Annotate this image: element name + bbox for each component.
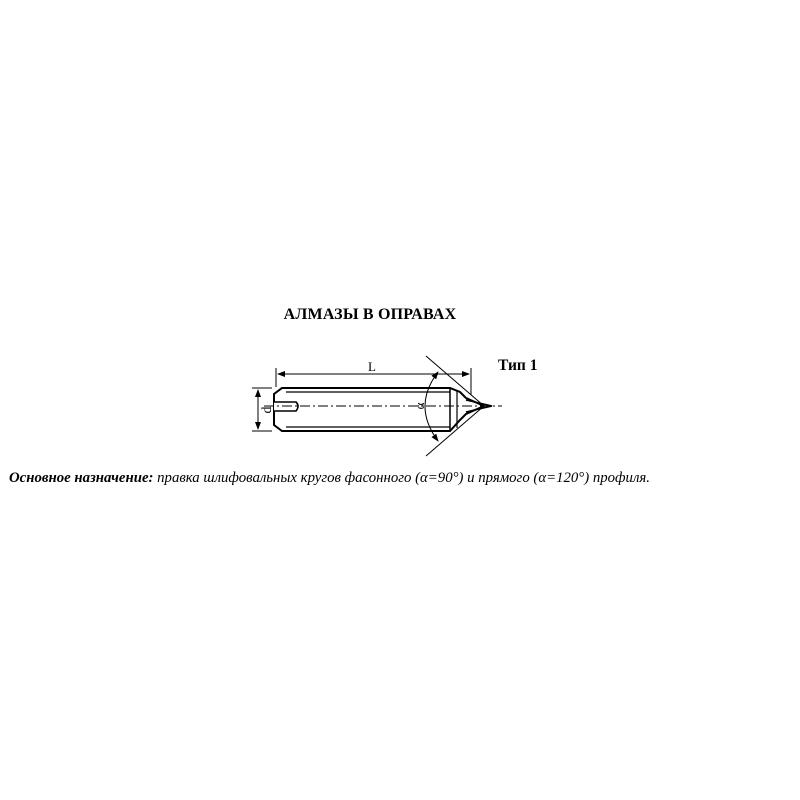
page-title: АЛМАЗЫ В ОПРАВАХ bbox=[283, 306, 457, 323]
type-label: Тип 1 bbox=[498, 357, 538, 374]
dimension-angle-label: α bbox=[412, 402, 427, 410]
purpose-line bbox=[9, 470, 799, 487]
dimension-length-label: L bbox=[368, 359, 376, 374]
dimension-diameter-label: d bbox=[260, 406, 275, 414]
purpose-text: правка шлифовальных кругов фасонного (α=90°) и прямого (α=120°) профиля. bbox=[157, 470, 650, 486]
tool-body bbox=[274, 388, 484, 431]
purpose-label: Основное назначение: bbox=[9, 470, 154, 486]
